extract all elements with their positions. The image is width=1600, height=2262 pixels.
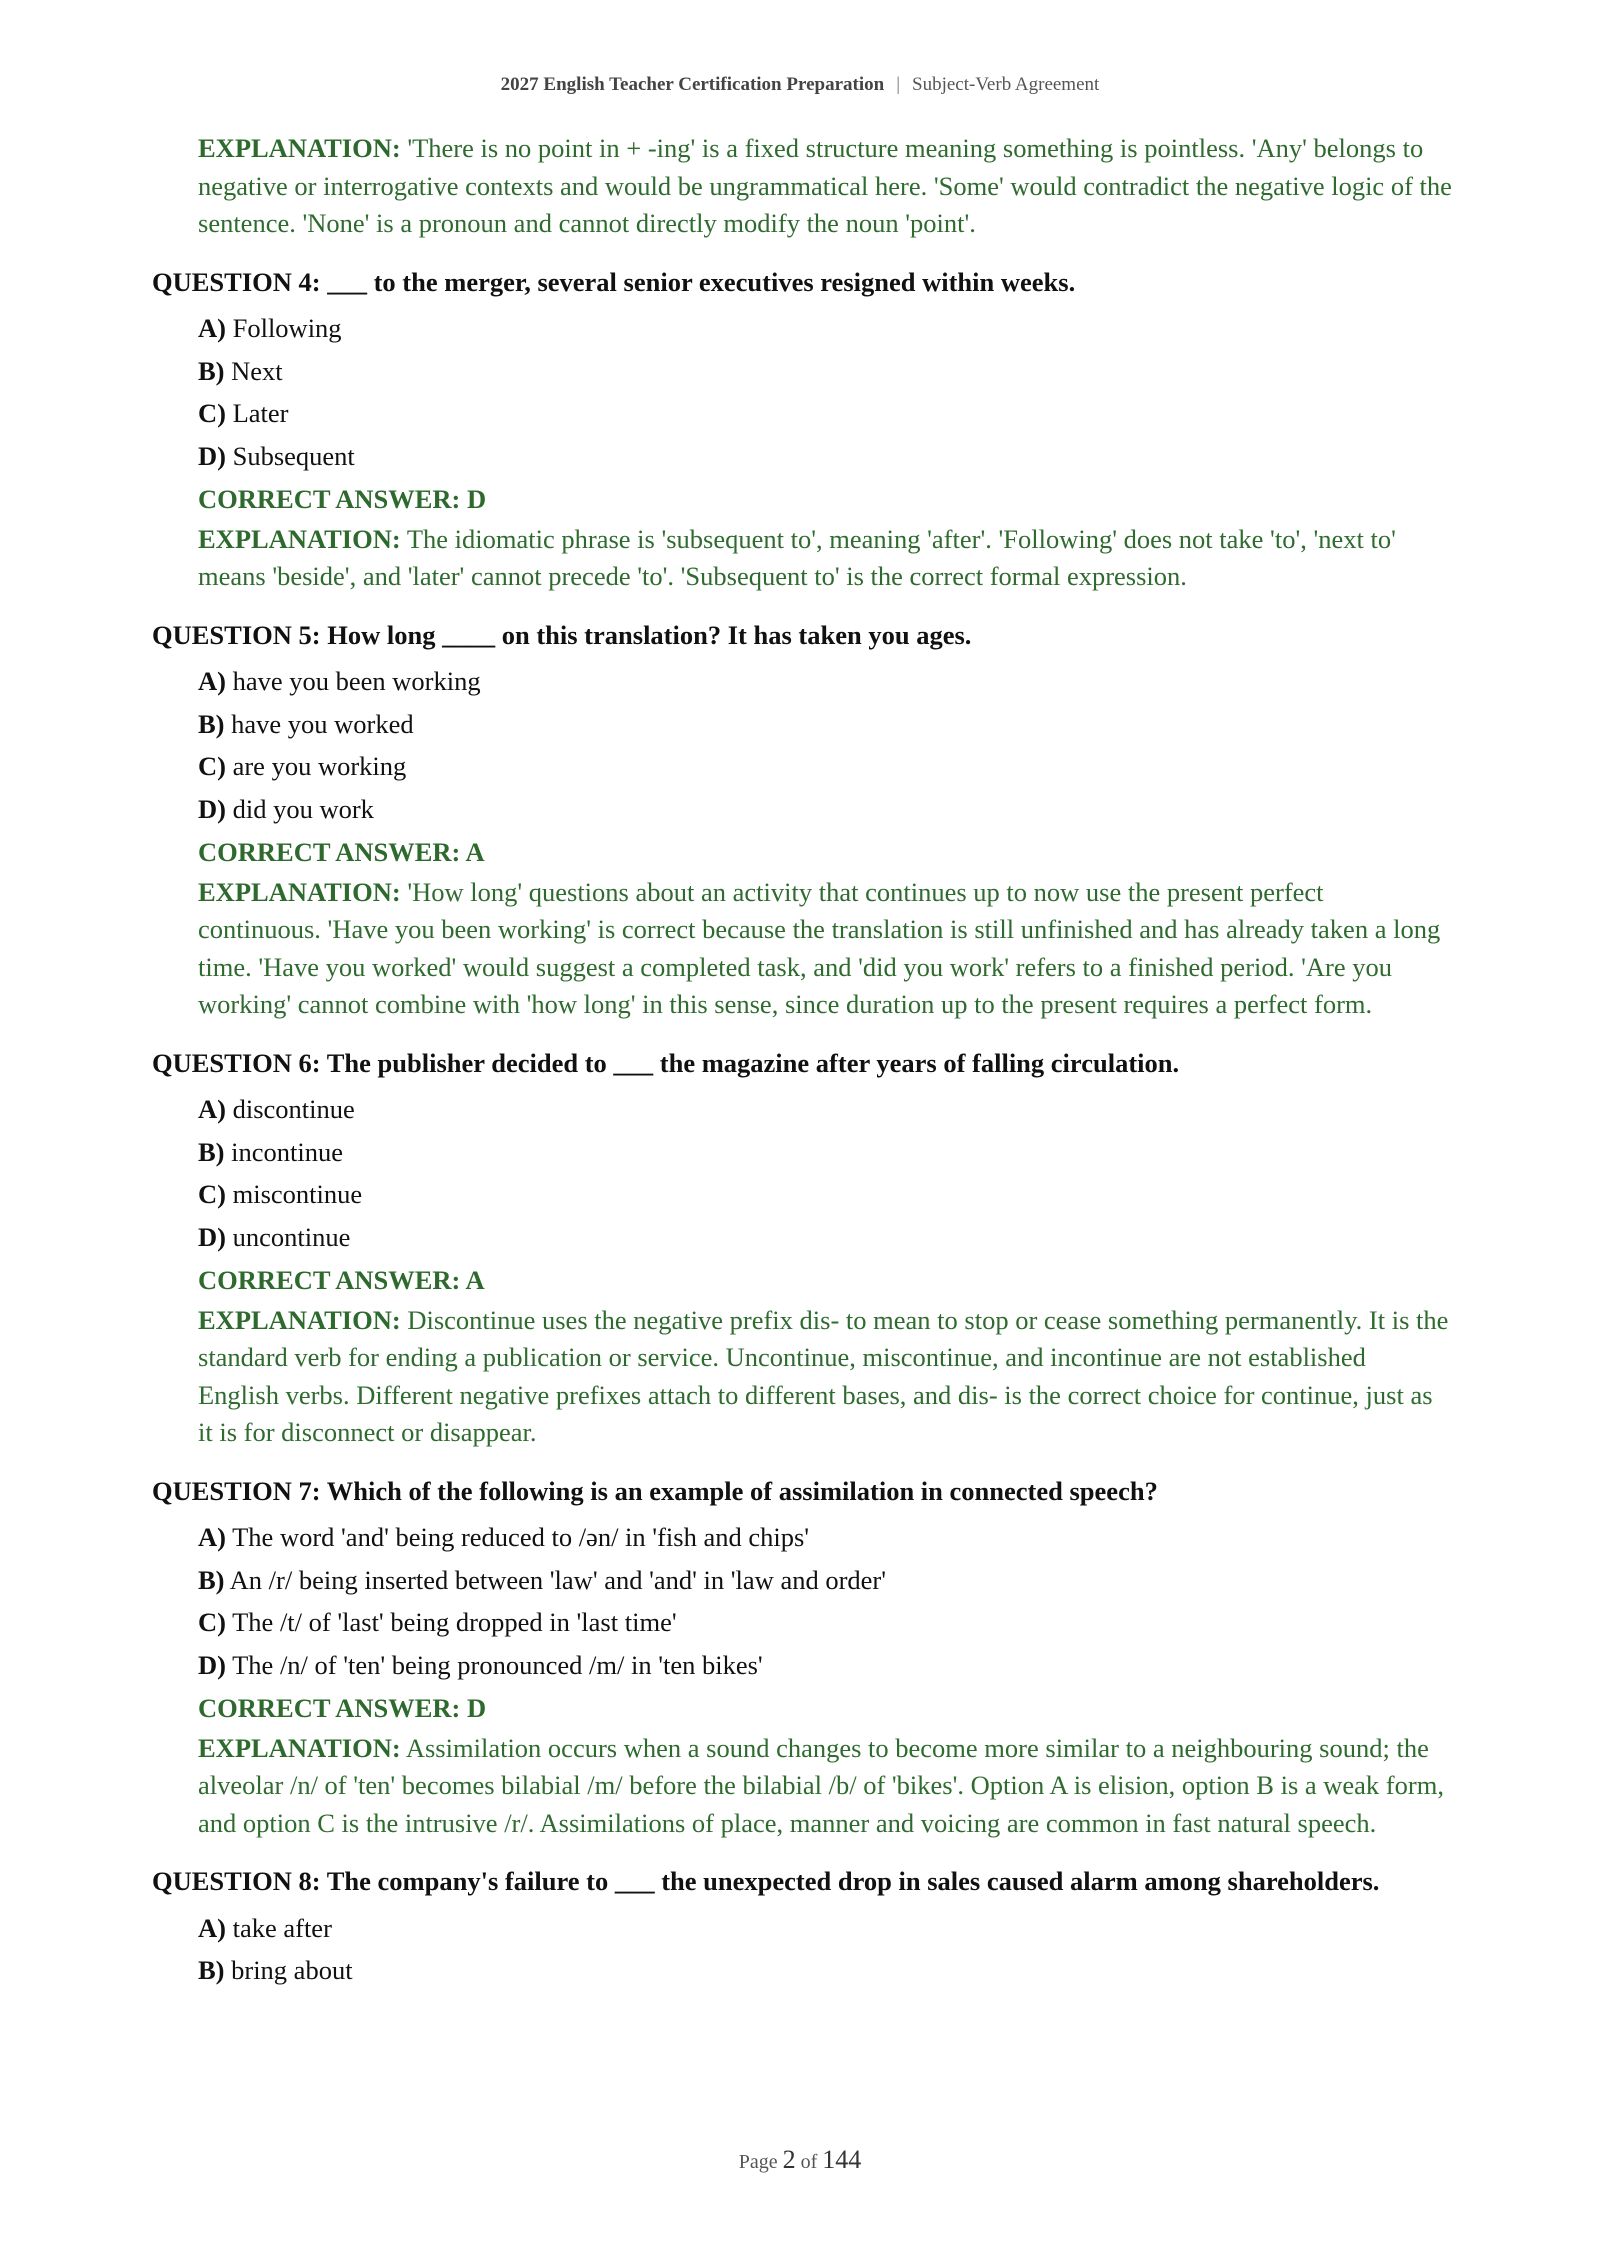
explanation-text: Assimilation occurs when a sound changes to become more similar to a neighbouring sound; the alveolar /n/ of 'ten' becomes bilabial /m/ before the bilabial /b/ of 'bikes'. Option A is elision, option B is a weak form, and option C is the intrusive /r/. Assimilations of place, manner and voicing are common in fast natural speech. (198, 1732, 1444, 1838)
question-8 (152, 1863, 1452, 1992)
explanation-label: EXPLANATION: (198, 133, 401, 163)
option-letter: C) (198, 398, 226, 429)
option-a (198, 307, 1452, 350)
option-b (198, 350, 1452, 393)
option-text: have you been working (232, 666, 481, 697)
question-heading: QUESTION 6: The publisher decided to ___ the magazine after years of falling circulation. (152, 1047, 1180, 1078)
option-letter: A) (198, 1094, 226, 1125)
document-title: 2027 English Teacher Certification Preparation (500, 74, 885, 95)
option-text: Later (232, 398, 289, 429)
option-letter: A) (198, 1522, 226, 1553)
option-text: incontinue (231, 1136, 343, 1167)
option-letter: A) (198, 666, 226, 697)
option-text: discontinue (232, 1094, 355, 1125)
page-footer (0, 2145, 1600, 2175)
option-a (198, 1088, 1452, 1131)
explanation-label: EXPLANATION: (198, 1732, 401, 1763)
option-text: Subsequent (232, 441, 355, 472)
question-4 (152, 264, 1452, 596)
explanation (198, 1730, 1452, 1843)
header-separator: | (896, 74, 900, 95)
section-title: Subject-Verb Agreement (912, 74, 1100, 95)
question-6 (152, 1045, 1452, 1452)
option-letter: D) (198, 441, 226, 472)
option-text: uncontinue (232, 1222, 351, 1253)
option-a (198, 660, 1452, 703)
question-heading: QUESTION 8: The company's failure to ___ the unexpected drop in sales caused alarm among shareholders. (152, 1866, 1380, 1897)
option-d (198, 1216, 1452, 1259)
question-heading: QUESTION 7: Which of the following is an example of assimilation in connected speech? (152, 1475, 1158, 1506)
correct-answer: CORRECT ANSWER: A (198, 1264, 485, 1295)
option-letter: D) (198, 1222, 226, 1253)
option-text: Next (231, 355, 283, 386)
option-text: bring about (231, 1955, 353, 1986)
explanation-text: 'There is no point in + -ing' is a fixed structure meaning something is pointless. 'Any' belongs to negative or interrogative contexts and would be ungrammatical here. 'Some' would contradict the negative logic of the sentence. 'None' is a pronoun and cannot directly modify the noun 'point'. (198, 133, 1452, 238)
option-a (198, 1907, 1452, 1950)
page-content (152, 130, 1452, 1992)
option-letter: D) (198, 794, 226, 825)
option-text: The /t/ of 'last' being dropped in 'last time' (232, 1607, 677, 1638)
correct-answer: CORRECT ANSWER: D (198, 483, 487, 514)
option-text: Following (232, 313, 342, 343)
option-b (198, 1559, 1452, 1602)
option-letter: D) (198, 1650, 226, 1681)
option-d (198, 1644, 1452, 1687)
option-d (198, 435, 1452, 478)
option-list (198, 307, 1452, 478)
question-5 (152, 617, 1452, 1024)
option-c (198, 745, 1452, 788)
total-pages: 144 (822, 2145, 862, 2174)
explanation (198, 1302, 1452, 1452)
question-7 (152, 1473, 1452, 1843)
option-text: take after (232, 1912, 332, 1943)
explanation-label: EXPLANATION: (198, 523, 401, 554)
option-letter: C) (198, 1607, 226, 1638)
option-text: are you working (232, 751, 407, 782)
option-list (198, 1516, 1452, 1687)
option-b (198, 1949, 1452, 1992)
option-text: did you work (232, 794, 374, 825)
correct-answer: CORRECT ANSWER: A (198, 836, 485, 867)
question-heading: QUESTION 4: ___ to the merger, several senior executives resigned within weeks. (152, 266, 1076, 297)
option-letter: B) (198, 708, 225, 739)
option-a (198, 1516, 1452, 1559)
of-word: of (800, 2151, 818, 2173)
option-letter: C) (198, 1179, 226, 1210)
option-list (198, 1088, 1452, 1259)
option-letter: C) (198, 751, 226, 782)
option-letter: B) (198, 1564, 225, 1595)
option-list (198, 1907, 1452, 1992)
lead-explanation (198, 130, 1452, 243)
option-b (198, 703, 1452, 746)
option-letter: A) (198, 1912, 226, 1943)
option-text: The /n/ of 'ten' being pronounced /m/ in 'ten bikes' (232, 1650, 763, 1681)
explanation-text: The idiomatic phrase is 'subsequent to', meaning 'after'. 'Following' does not take 'to', 'next to' means 'beside', and 'later' cannot precede 'to'. 'Subsequent to' is the correct formal expression. (198, 523, 1396, 592)
option-c (198, 1601, 1452, 1644)
option-text: miscontinue (232, 1179, 363, 1210)
page-word: Page (738, 2151, 778, 2173)
explanation-label: EXPLANATION: (198, 1304, 401, 1335)
explanation-text: Discontinue uses the negative prefix dis- to mean to stop or cease something permanently. It is the standard verb for ending a publication or service. Uncontinue, miscontinue, and incontinue are not established English verbs. Different negative prefixes attach to different bases, and dis- is the correct choice for continue, just as it is for disconnect or disappear. (198, 1304, 1449, 1448)
explanation (198, 874, 1452, 1024)
option-text: An /r/ being inserted between 'law' and 'and' in 'law and order' (229, 1564, 887, 1595)
page-number: 2 (782, 2145, 796, 2174)
option-list (198, 660, 1452, 831)
explanation (198, 521, 1452, 596)
option-c (198, 392, 1452, 435)
option-text: The word 'and' being reduced to /ən/ in 'fish and chips' (232, 1522, 810, 1553)
option-letter: B) (198, 355, 225, 386)
option-letter: B) (198, 1136, 225, 1167)
explanation-text: 'How long' questions about an activity that continues up to now use the present perfect continuous. 'Have you been working' is correct because the translation is still unfinished and has already taken a long time. 'Have you worked' would suggest a completed task, and 'did you work' refers to a finished period. 'Are you working' cannot combine with 'how long' in this sense, since duration up to the present requires a perfect form. (198, 876, 1441, 1020)
option-text: have you worked (231, 708, 414, 739)
page-header (0, 74, 1600, 96)
option-letter: A) (198, 313, 226, 343)
question-heading: QUESTION 5: How long ____ on this translation? It has taken you ages. (152, 619, 972, 650)
option-c (198, 1173, 1452, 1216)
correct-answer: CORRECT ANSWER: D (198, 1692, 487, 1723)
option-letter: B) (198, 1955, 225, 1986)
option-b (198, 1131, 1452, 1174)
explanation-label: EXPLANATION: (198, 876, 401, 907)
option-d (198, 788, 1452, 831)
